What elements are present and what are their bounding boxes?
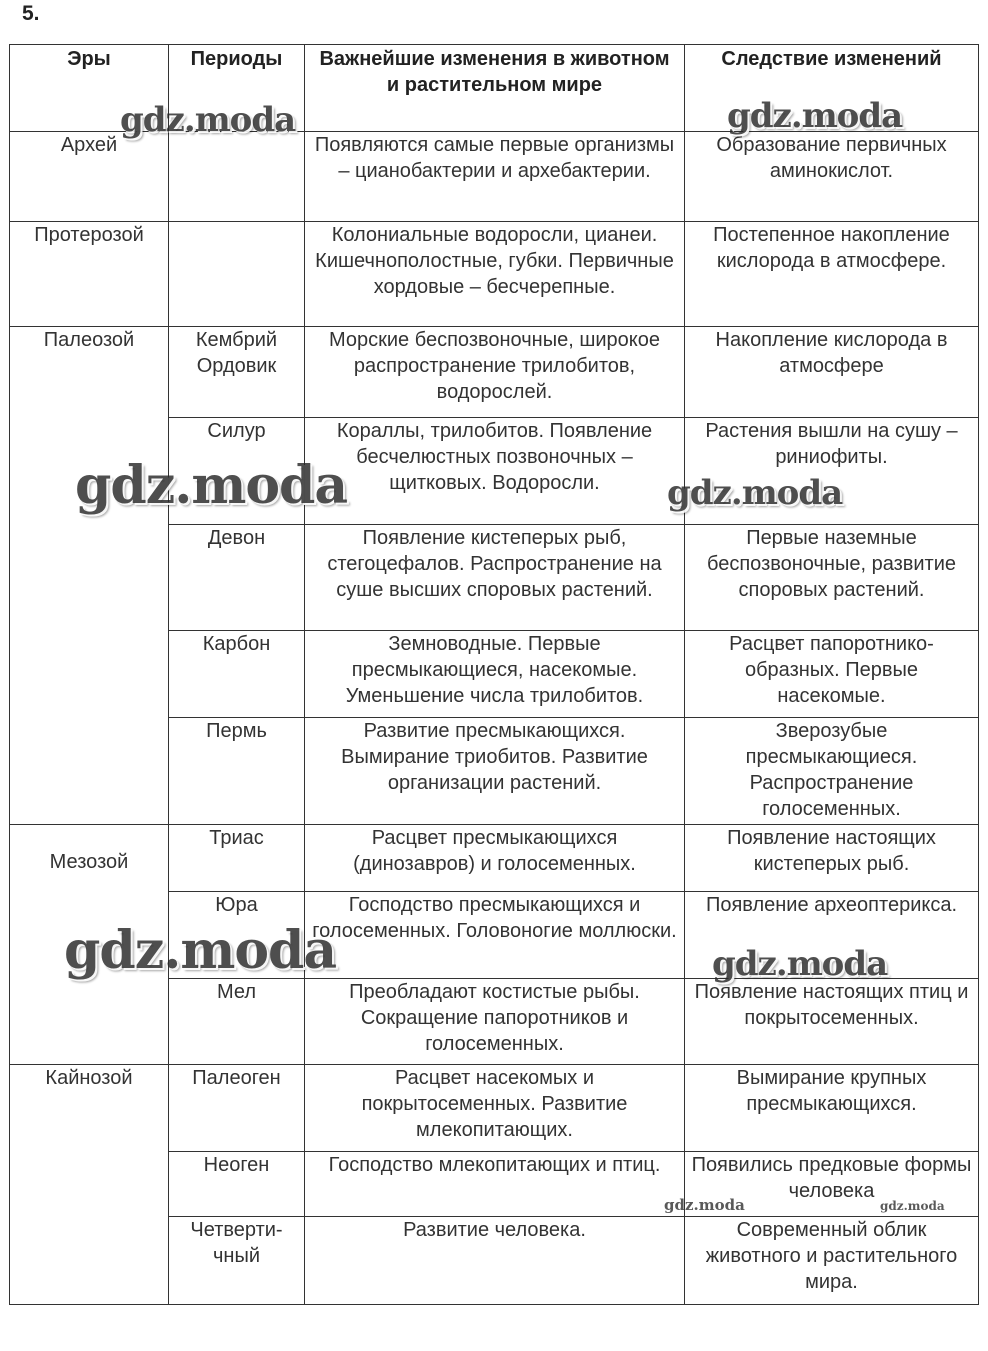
era-empty-cell bbox=[10, 525, 169, 631]
table-row bbox=[10, 418, 979, 525]
table-header-row bbox=[10, 45, 979, 132]
table-row bbox=[10, 1065, 979, 1152]
changes-cell: Появление кистеперых рыб, стегоцефалов. Распространение на суше высших споровых растений. bbox=[305, 525, 685, 631]
consequence-cell: Первые наземные беспозвоночные, развитие споровых растений. bbox=[685, 525, 979, 631]
table-row bbox=[10, 525, 979, 631]
table-row bbox=[10, 327, 979, 418]
changes-cell: Господство пресмыкающихся и голосеменных. Головоногие моллюски. bbox=[305, 892, 685, 979]
period-cell: Триас bbox=[169, 825, 305, 892]
watermark: gdz.moda bbox=[880, 1199, 945, 1213]
period-cell: Пермь bbox=[169, 718, 305, 825]
consequence-cell: Накопление кислорода в атмосфере bbox=[685, 327, 979, 418]
consequence-cell: Вымирание крупных пресмыкающихся. bbox=[685, 1065, 979, 1152]
table-row bbox=[10, 1152, 979, 1217]
watermark: gdz.moda bbox=[64, 920, 337, 981]
period-cell: Силур bbox=[169, 418, 305, 525]
consequence-cell: Растения вышли на сушу – риниофиты. bbox=[685, 418, 979, 525]
era-empty-cell bbox=[10, 1152, 169, 1217]
table-row bbox=[10, 718, 979, 825]
table-row bbox=[10, 631, 979, 718]
changes-cell: Господство млекопитающих и птиц. bbox=[305, 1152, 685, 1217]
table-row bbox=[10, 132, 979, 222]
era-empty-cell bbox=[10, 418, 169, 525]
header-period: Периоды bbox=[169, 45, 305, 132]
consequence-cell: Появление настоящих кистеперых рыб. bbox=[685, 825, 979, 892]
period-cell: Карбон bbox=[169, 631, 305, 718]
period-cell: Кембрий Ордовик bbox=[169, 327, 305, 418]
era-mesozoic: Мезозой bbox=[10, 825, 169, 892]
period-cell bbox=[169, 222, 305, 327]
watermark: gdz.moda bbox=[120, 100, 296, 140]
era-empty-cell bbox=[10, 631, 169, 718]
era-cenozoic: Кайнозой bbox=[10, 1065, 169, 1152]
changes-cell: Расцвет пресмыкающихся (динозавров) и голосеменных. bbox=[305, 825, 685, 892]
table-row bbox=[10, 1217, 979, 1305]
era-proterozoic: Протерозой bbox=[10, 222, 169, 327]
changes-cell: Преобладают костистые рыбы. Сокращение папоротников и голосеменных. bbox=[305, 979, 685, 1065]
table-row bbox=[10, 979, 979, 1065]
period-cell: Палеоген bbox=[169, 1065, 305, 1152]
consequence-cell: Появление археоптерикса. bbox=[685, 892, 979, 979]
watermark: gdz.moda bbox=[712, 944, 888, 984]
changes-cell: Развитие пресмыкающихся. Вымирание триобитов. Развитие организации растений. bbox=[305, 718, 685, 825]
watermark: gdz.moda bbox=[727, 96, 903, 136]
period-cell: Неоген bbox=[169, 1152, 305, 1217]
consequence-cell: Образование первичных аминокислот. bbox=[685, 132, 979, 222]
geologic-eras-table bbox=[9, 44, 979, 1305]
table-row bbox=[10, 825, 979, 892]
consequence-cell: Появились предковые формы человека bbox=[685, 1152, 979, 1217]
era-empty-cell bbox=[10, 718, 169, 825]
period-cell: Мел bbox=[169, 979, 305, 1065]
period-cell bbox=[169, 132, 305, 222]
era-paleozoic: Палеозой bbox=[10, 327, 169, 418]
table-row bbox=[10, 222, 979, 327]
consequence-cell: Современный облик животного и растительного мира. bbox=[685, 1217, 979, 1305]
task-number: 5. bbox=[22, 2, 40, 25]
period-cell: Юра bbox=[169, 892, 305, 979]
watermark: gdz.moda bbox=[667, 473, 843, 513]
header-era: Эры bbox=[10, 45, 169, 132]
consequence-cell: Постепенное накопление кислорода в атмосфере. bbox=[685, 222, 979, 327]
consequence-cell: Расцвет папоротнико-образных. Первые насекомые. bbox=[685, 631, 979, 718]
table-row bbox=[10, 892, 979, 979]
era-archean: Архей bbox=[10, 132, 169, 222]
changes-cell: Земноводные. Первые пресмыкающиеся, насекомые. Уменьшение числа трилобитов. bbox=[305, 631, 685, 718]
consequence-cell: Зверозубые пресмыкающиеся. Распространение голосеменных. bbox=[685, 718, 979, 825]
era-empty-cell bbox=[10, 892, 169, 979]
changes-cell: Расцвет насекомых и покрытосеменных. Развитие млекопитающих. bbox=[305, 1065, 685, 1152]
era-empty-cell bbox=[10, 1217, 169, 1305]
watermark: gdz.moda bbox=[664, 1196, 745, 1214]
header-consequences: Следствие изменений bbox=[685, 45, 979, 132]
changes-cell: Кораллы, трилобитов. Появление бесчелюстных позвоночных – щитковых. Водоросли. bbox=[305, 418, 685, 525]
consequence-cell: Появление настоящих птиц и покрытосеменных. bbox=[685, 979, 979, 1065]
changes-cell: Морские беспозвоночные, широкое распространение трилобитов, водорослей. bbox=[305, 327, 685, 418]
changes-cell: Развитие человека. bbox=[305, 1217, 685, 1305]
changes-cell: Появляются самые первые организмы – цианобактерии и архебактерии. bbox=[305, 132, 685, 222]
watermark: gdz.moda bbox=[75, 455, 348, 516]
changes-cell: Колониальные водоросли, цианеи. Кишечнополостные, губки. Первичные хордовые – бесчерепные. bbox=[305, 222, 685, 327]
period-cell: Четверти-чный bbox=[169, 1217, 305, 1305]
era-empty-cell bbox=[10, 979, 169, 1065]
period-cell: Девон bbox=[169, 525, 305, 631]
header-changes: Важнейшие изменения в животном и растительном мире bbox=[305, 45, 685, 132]
